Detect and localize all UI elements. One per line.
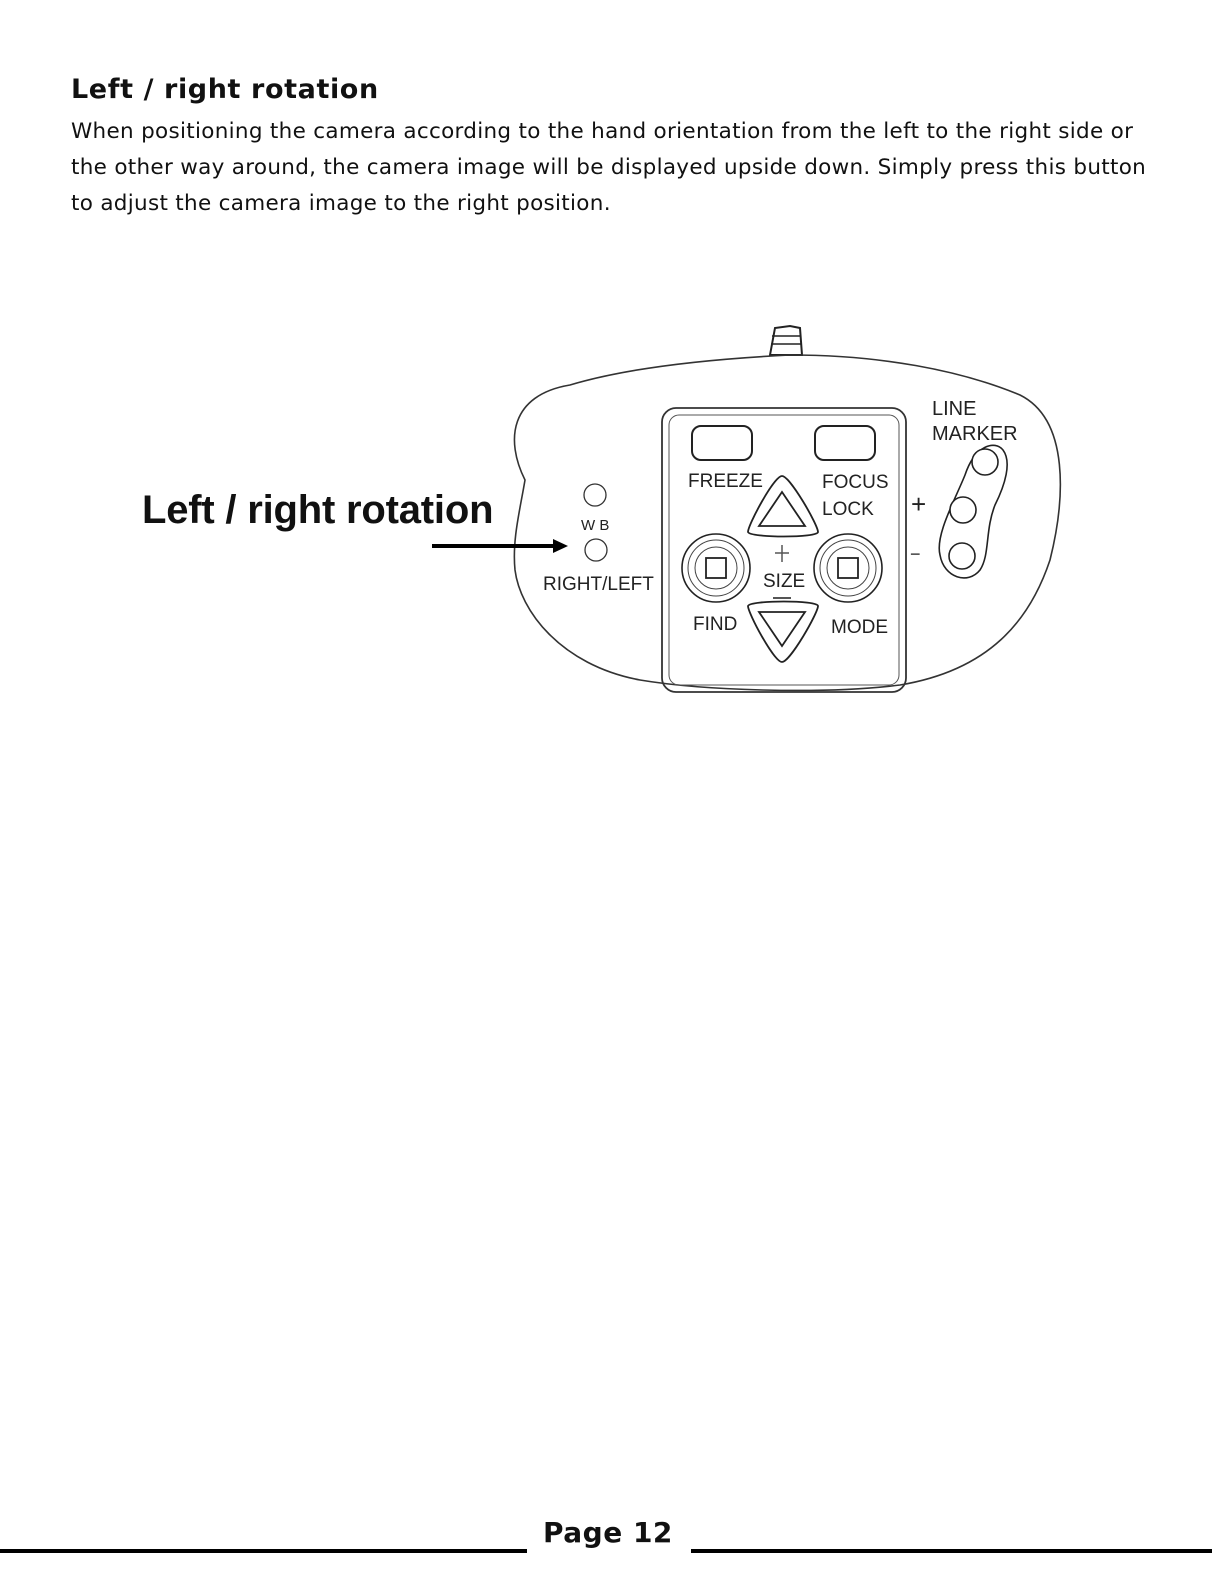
label-size: SIZE bbox=[763, 571, 806, 592]
footer-rule-left bbox=[0, 1549, 527, 1553]
cable-connector bbox=[770, 326, 802, 355]
mode-button bbox=[814, 534, 882, 602]
footer-rule-right bbox=[691, 1549, 1212, 1553]
wb-button bbox=[584, 484, 606, 506]
label-line: LINE bbox=[932, 398, 977, 420]
section-heading: Left / right rotation bbox=[71, 74, 379, 105]
focus-lock-button bbox=[815, 426, 875, 460]
label-find: FIND bbox=[693, 614, 738, 635]
callout-label: Left / right rotation bbox=[142, 488, 494, 532]
line-marker-plus-button bbox=[950, 497, 976, 523]
label-minus: − bbox=[910, 544, 921, 564]
label-freeze: FREEZE bbox=[688, 471, 763, 492]
right-left-button bbox=[585, 539, 607, 561]
label-plus: + bbox=[911, 489, 927, 519]
label-marker: MARKER bbox=[932, 423, 1018, 445]
label-right-left: RIGHT/LEFT bbox=[543, 574, 654, 595]
callout-arrow-head bbox=[553, 539, 568, 553]
label-focus: FOCUS bbox=[822, 472, 889, 493]
find-button bbox=[682, 534, 750, 602]
line-marker-button bbox=[972, 449, 998, 475]
remote-control-figure bbox=[0, 300, 1225, 720]
label-wb: W B bbox=[581, 517, 610, 534]
label-lock: LOCK bbox=[822, 499, 874, 520]
page-number: Page 12 bbox=[543, 1516, 673, 1549]
section-body: When positioning the camera according to the hand orientation from the left to the right side or the other way around, the camera image will be displayed upside down. Simply press this button to adjust the camera image to the right position. bbox=[71, 119, 1147, 216]
line-marker-minus-button bbox=[949, 543, 975, 569]
freeze-button bbox=[692, 426, 752, 460]
label-mode: MODE bbox=[831, 617, 888, 638]
